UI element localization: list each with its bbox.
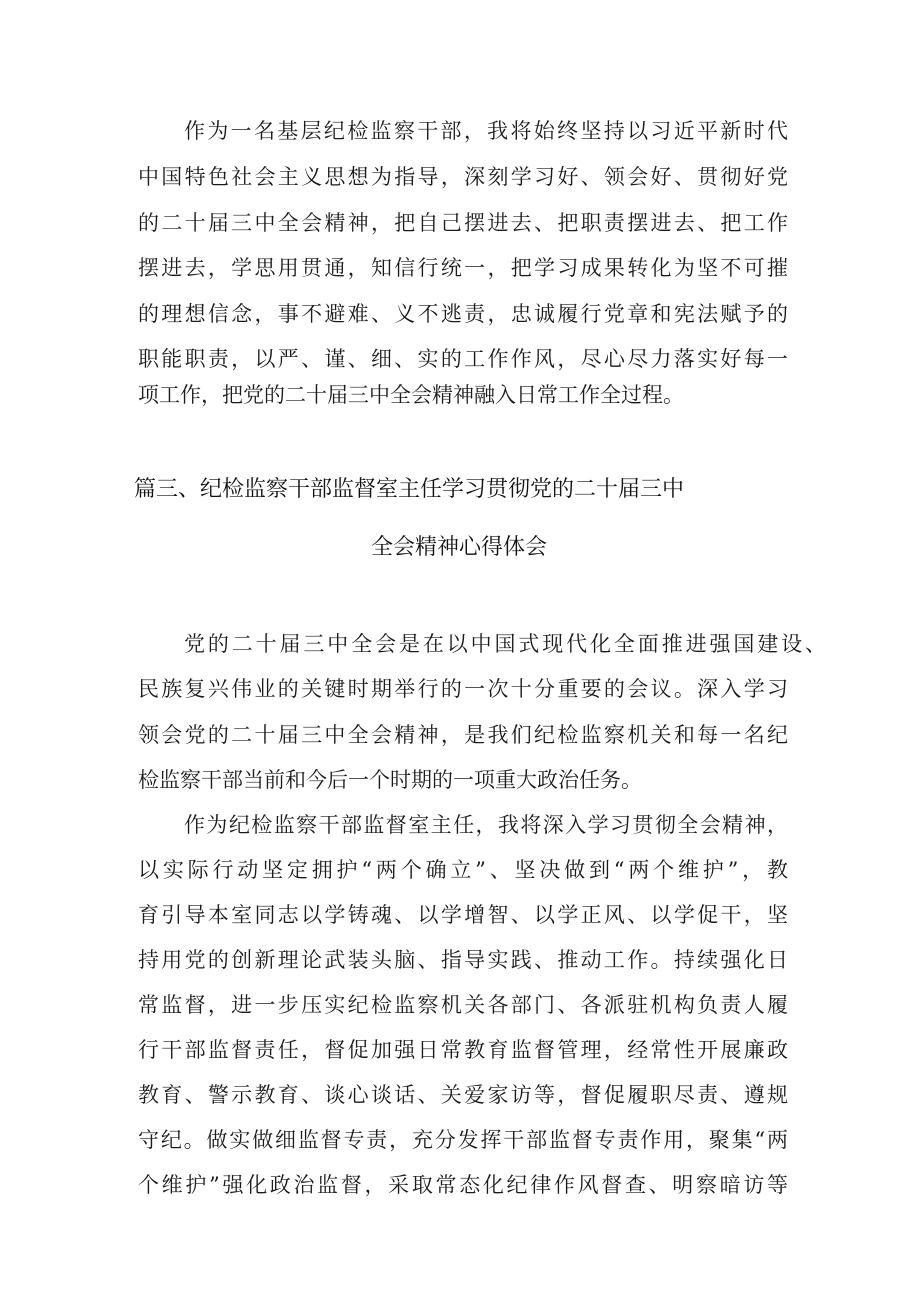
text-line: 作为一名基层纪检监察干部，我将始终坚持以习近平新时代 [184, 119, 788, 143]
text-line: 民族复兴伟业的关键时期举行的一次十分重要的会议。深入学习 [138, 677, 788, 701]
text-line: 领会党的二十届三中全会精神，是我们纪检监察机关和每一名纪 [138, 723, 788, 747]
text-line: 中国特色社会主义思想为指导，深刻学习好、领会好、贯彻好党 [138, 165, 788, 189]
text-line: 检监察干部当前和今后一个时期的一项重大政治任务。 [138, 768, 642, 792]
text-line: 的二十届三中全会精神，把自己摆进去、把职责摆进去、把工作 [138, 211, 788, 235]
section-title-line-2: 全会精神心得体会 [371, 535, 548, 560]
text-line: 项工作，把党的二十届三中全会精神融入日常工作全过程。 [138, 383, 684, 407]
text-line: 以实际行动坚定拥护“两个确立”、坚决做到“两个维护”，教 [138, 858, 788, 882]
text-line: 行干部监督责任，督促加强日常教育监督管理，经常性开展廉政 [138, 1038, 788, 1062]
text-line: 个维护”强化政治监督，采取常态化纪律作风督查、明察暗访等 [138, 1173, 788, 1197]
text-line: 作为纪检监察干部监督室主任，我将深入学习贯彻全会精神， [184, 813, 788, 837]
text-line: 摆进去，学思用贯通，知信行统一，把学习成果转化为坚不可摧 [138, 256, 788, 280]
text-line: 职能职责，以严、谨、细、实的工作作风，尽心尽力落实好每一 [138, 347, 788, 371]
text-line: 常监督，进一步压实纪检监察机关各部门、各派驻机构负责人履 [138, 993, 788, 1017]
text-line: 的理想信念，事不避难、义不逃责，忠诚履行党章和宪法赋予的 [138, 302, 788, 326]
text-line: 教育、警示教育、谈心谈话、关爱家访等，督促履职尽责、遵规 [138, 1083, 788, 1107]
text-line: 守纪。做实做细监督专责，充分发挥干部监督专责作用，聚集“两 [138, 1128, 788, 1152]
section-title-line-1: 篇三、纪检监察干部监督室主任学习贯彻党的二十届三中 [134, 477, 685, 502]
text-line: 育引导本室同志以学铸魂、以学增智、以学正风、以学促干，坚 [138, 903, 788, 927]
text-line: 党的二十届三中全会是在以中国式现代化全面推进强国建设、 [184, 632, 826, 656]
text-line: 持用党的创新理论武装头脑、指导实践、推动工作。持续强化日 [138, 948, 788, 972]
